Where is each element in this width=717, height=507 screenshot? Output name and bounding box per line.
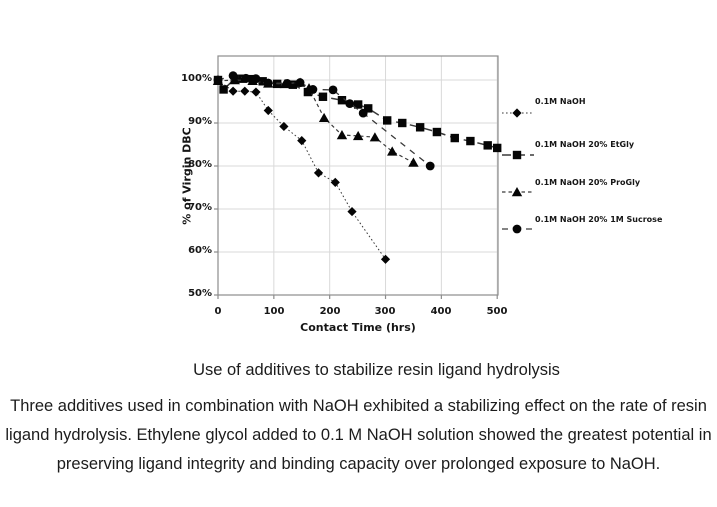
series-marker-3 [264, 79, 273, 88]
series-marker-0 [251, 87, 260, 96]
y-tick-label-50: 50% [188, 288, 212, 299]
x-axis-title: Contact Time (hrs) [300, 321, 416, 334]
series-marker-3 [359, 109, 368, 118]
series-marker-1 [398, 119, 406, 127]
y-tick-label-60: 60% [188, 245, 212, 256]
series-marker-1 [493, 144, 501, 152]
legend-label-etgly: 0.1M NaOH 20% EtGly [535, 140, 635, 149]
series-marker-0 [314, 168, 323, 177]
y-tick-label-100: 100% [181, 73, 212, 84]
series-marker-3 [214, 76, 223, 85]
series-marker-2 [319, 113, 329, 122]
series-marker-0 [347, 207, 356, 216]
series-marker-1 [451, 134, 459, 142]
figure-caption [0, 361, 717, 380]
legend-label-naoh: 0.1M NaOH [535, 97, 586, 106]
series-marker-1 [219, 85, 227, 93]
series-marker-2 [408, 158, 418, 167]
y-tick-label-80: 80% [188, 159, 212, 170]
x-tick-label-100: 100 [263, 306, 285, 317]
figure-caption-text: Use of additives to stabilize resin ligand hydrolysis [193, 361, 560, 379]
series-marker-3 [296, 78, 305, 87]
series-marker-1 [484, 141, 492, 149]
series-marker-1 [416, 123, 424, 131]
series-marker-1 [319, 93, 327, 101]
y-axis-title: % of Virgin DBC [180, 127, 194, 225]
figure-description-line: preserving ligand integrity and binding capacity over prolonged exposure to NaOH. [56, 455, 661, 473]
x-tick-label-400: 400 [430, 306, 452, 317]
series-marker-1 [383, 116, 391, 124]
series-marker-2 [370, 132, 380, 141]
series-marker-3 [426, 162, 435, 171]
series-marker-0 [331, 178, 340, 187]
series-marker-3 [242, 74, 251, 83]
legend-marker-0 [512, 108, 521, 117]
series-marker-3 [283, 79, 292, 88]
x-tick-label-300: 300 [374, 306, 396, 317]
legend-marker-1 [513, 151, 521, 159]
series-marker-2 [387, 146, 397, 155]
legend-marker-2 [512, 187, 522, 196]
x-tick-label-0: 0 [214, 306, 222, 317]
figure-description [0, 392, 717, 479]
series-marker-3 [345, 99, 354, 108]
series-marker-0 [228, 87, 237, 96]
series-marker-1 [433, 128, 441, 136]
series-marker-3 [229, 71, 238, 80]
series-marker-1 [466, 137, 474, 145]
figure-description-line: ligand hydrolysis. Ethylene glycol added to 0.1 M NaOH solution showed the greatest potential in [5, 426, 712, 444]
y-tick-label-90: 90% [188, 116, 212, 127]
series-marker-3 [329, 85, 338, 94]
series-marker-3 [252, 74, 261, 83]
x-tick-label-200: 200 [319, 306, 341, 317]
y-tick-label-70: 70% [188, 202, 212, 213]
figure-description-line: Three additives used in combination with NaOH exhibited a stabilizing effect on the rate of resin [10, 397, 707, 415]
legend-label-sucrose: 0.1M NaOH 20% 1M Sucrose [535, 215, 663, 224]
series-marker-0 [240, 87, 249, 96]
series-marker-3 [309, 85, 318, 94]
legend-label-progly: 0.1M NaOH 20% ProGly [535, 178, 641, 187]
x-tick-label-500: 500 [486, 306, 508, 317]
series-marker-0 [381, 255, 390, 264]
legend-marker-3 [513, 225, 522, 234]
